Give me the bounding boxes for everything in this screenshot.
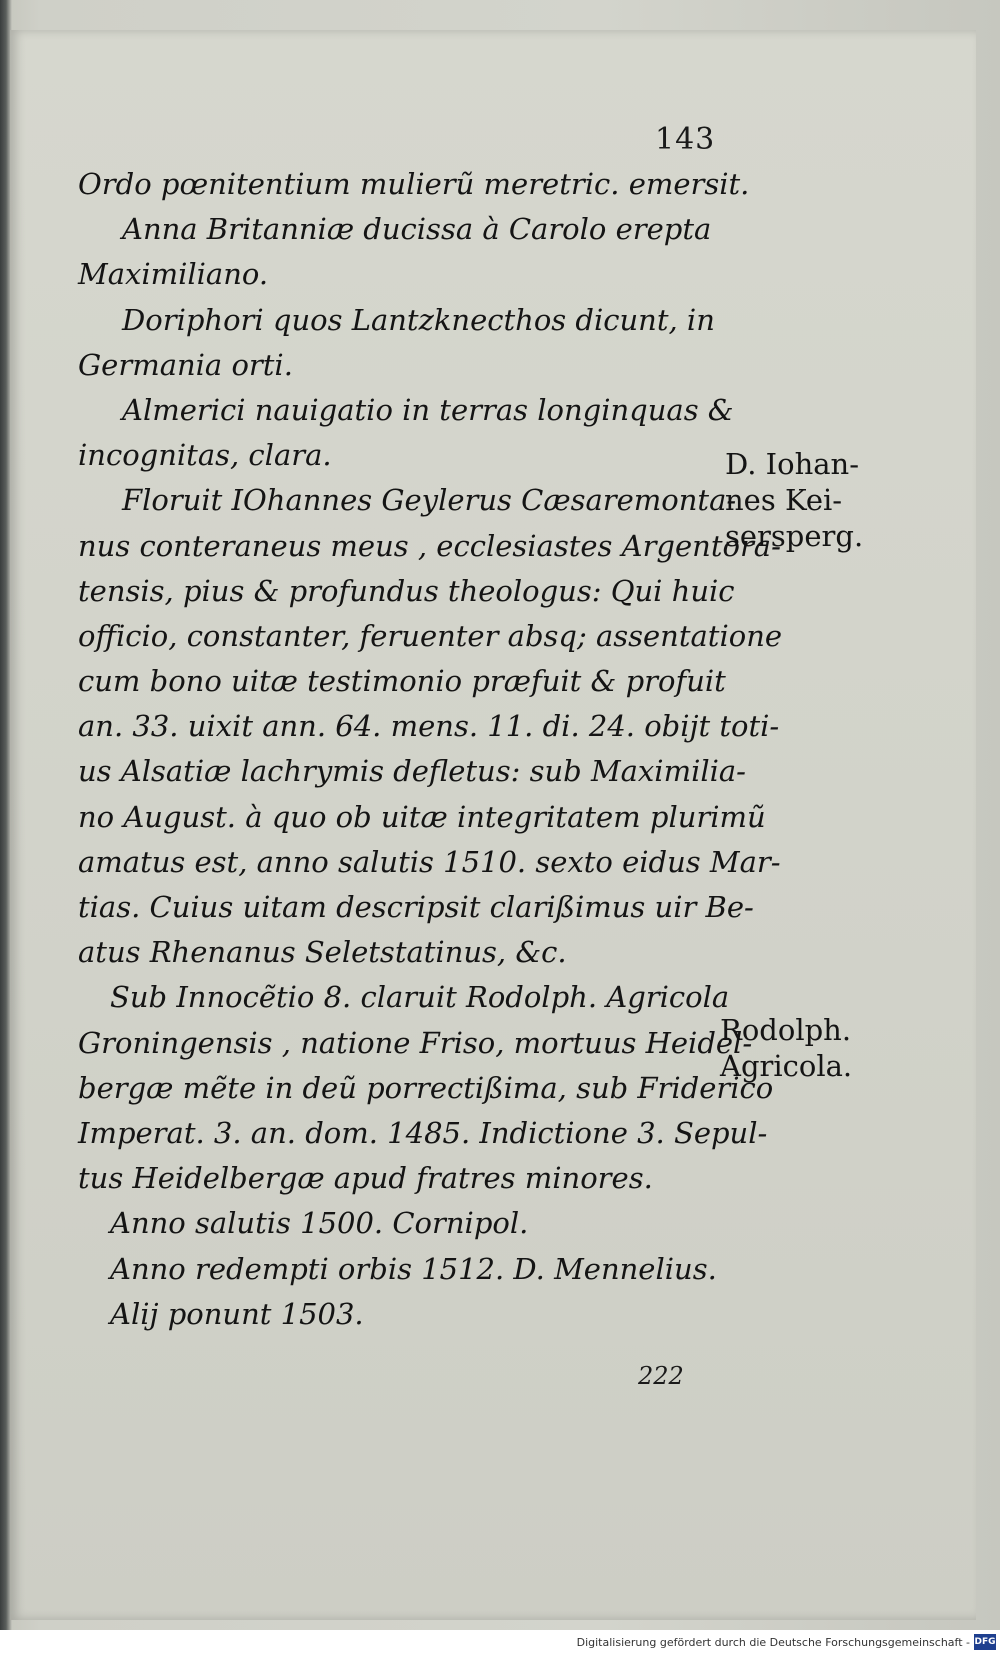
footer-credit: Digitalisierung gefördert durch die Deutsche Forschungsgemeinschaft - (576, 1636, 970, 1649)
marginal-line: Rodolph. (720, 1013, 852, 1047)
show-through-text (716, 1130, 856, 1310)
text-line: Imperat. 3. an. dom. 1485. Indictione 3. Sepul- (78, 1115, 768, 1150)
marginal-note-agricola (720, 1012, 852, 1084)
text-line: Floruit IOhannes Geylerus Cæsaremonta- (122, 483, 737, 518)
text-line: officio, constanter, feruenter absq; assentatione (78, 618, 783, 653)
dfg-logo-icon: DFG (974, 1634, 996, 1650)
text-line: Anna Britanniæ ducissa à Carolo erepta (122, 212, 712, 247)
text-line: Doriphori quos Lantzknecthos dicunt, in (122, 302, 715, 337)
text-line: Anno redempti orbis 1512. D. Mennelius. (110, 1251, 717, 1286)
text-line: nus conteraneus meus , ecclesiastes Argentora- (78, 528, 781, 563)
text-line: no August. à quo ob uitæ integritatem plurimũ (78, 799, 766, 834)
marginal-note-geiler (725, 446, 863, 554)
text-line: amatus est, anno salutis 1510. sexto eidus Mar- (78, 844, 781, 879)
page-number: 143 (655, 122, 716, 157)
main-text (78, 162, 783, 1337)
text-line: us Alsatiæ lachrymis defletus: sub Maximilia- (78, 754, 746, 789)
text-line: Maximiliano. (78, 257, 269, 292)
footer-bar (0, 1630, 1000, 1656)
text-line: tensis, pius & profundus theologus: Qui huic (78, 573, 735, 608)
text-line: Anno salutis 1500. Cornipol. (110, 1206, 529, 1241)
text-line: Groningensis , natione Friso, mortuus Heidel- (78, 1025, 753, 1060)
text-line: atus Rhenanus Seletstatinus, &c. (78, 935, 567, 970)
text-line: Almerici nauigatio in terras longinquas & (122, 392, 734, 427)
text-line: bergæ mẽte in deũ porrectißima, sub Friderico (78, 1070, 774, 1105)
marginal-line: nes Kei- (725, 483, 843, 517)
catchword: 222 (638, 1362, 684, 1390)
text-line: tus Heidelbergæ apud fratres minores. (78, 1161, 653, 1196)
text-line: an. 33. uixit ann. 64. mens. 11. di. 24. obijt toti- (78, 709, 780, 744)
text-line: Alij ponunt 1503. (110, 1296, 364, 1331)
text-line: tias. Cuius uitam descripsit clarißimus uir Be- (78, 890, 754, 924)
text-line: Ordo pœnitentium mulierũ meretric. emersit. (78, 167, 750, 201)
marginal-line: sersperg. (725, 519, 864, 553)
text-line: incognitas, clara. (78, 438, 332, 473)
text-line: cum bono uitæ testimonio præfuit & profuit (78, 664, 726, 699)
text-line: Germania orti. (78, 347, 293, 382)
text-line: Sub Innocẽtio 8. claruit Rodolph. Agricola (110, 980, 730, 1015)
marginal-line: Agricola. (720, 1049, 853, 1083)
marginal-line: D. Iohan- (725, 447, 860, 481)
